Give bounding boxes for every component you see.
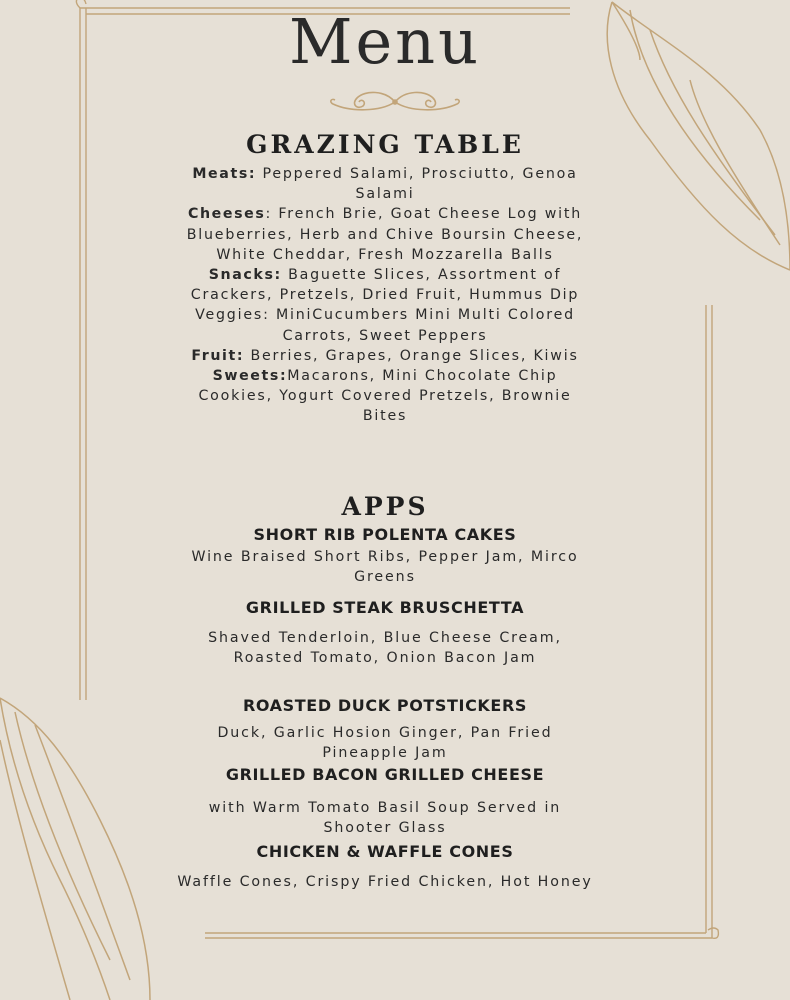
app-item-title: GRILLED STEAK BRUSCHETTA <box>245 598 525 617</box>
snacks-text: Baguette Slices, Assortment of Crackers, Pretzels, Dried Fruit, Hummus Dip <box>190 267 580 304</box>
meats-label: Meats: <box>192 166 257 182</box>
ornament-flourish-icon <box>325 88 465 116</box>
sweets-label: Sweets: <box>212 368 288 385</box>
app-item-title: SHORT RIB POLENTA CAKES <box>253 525 517 544</box>
app-item-desc: Duck, Garlic Hosion Ginger, Pan Fried Pineapple Jam <box>217 725 553 762</box>
leaf-top-right-icon <box>607 2 790 270</box>
page-title: Menu <box>288 5 482 78</box>
app-item-desc: Waffle Cones, Crispy Fried Chicken, Hot Honey <box>177 874 593 890</box>
section-title-apps: APPS <box>341 492 429 521</box>
fruit-label: Fruit: <box>191 347 245 364</box>
app-item-desc: Shaved Tenderloin, Blue Cheese Cream, Roasted Tomato, Onion Bacon Jam <box>208 630 562 667</box>
app-item-title: ROASTED DUCK POTSTICKERS <box>242 696 528 715</box>
fruit-text: Berries, Grapes, Orange Slices, Kiwis <box>244 347 579 364</box>
app-item-title: GRILLED BACON GRILLED CHEESE <box>225 765 545 784</box>
snacks-label: Snacks: <box>208 267 282 284</box>
cheeses-text: : French Brie, Goat Cheese Log with Blueberries, Herb and Chive Boursin Cheese, White Cheddar, Fresh Mozzarella Balls <box>186 206 584 263</box>
app-item-title: CHICKEN & WAFFLE CONES <box>256 842 514 861</box>
veggies-text: Veggies: MiniCucumbers Mini Multi Colored Carrots, Sweet Peppers <box>195 307 575 344</box>
app-item-desc: Wine Braised Short Ribs, Pepper Jam, Mirco Greens <box>191 549 579 586</box>
meats-text: Peppered Salami, Prosciutto, Genoa Salami <box>256 166 578 203</box>
section-title-grazing: GRAZING TABLE <box>246 130 524 159</box>
grazing-table-description <box>175 164 595 427</box>
leaf-bottom-left-icon <box>0 698 150 1000</box>
sweets-text: Macarons, Mini Chocolate Chip Cookies, Yogurt Covered Pretzels, Brownie Bites <box>198 368 572 425</box>
cheeses-label: Cheeses <box>187 206 266 223</box>
app-item-desc: with Warm Tomato Basil Soup Served in Shooter Glass <box>208 800 562 837</box>
